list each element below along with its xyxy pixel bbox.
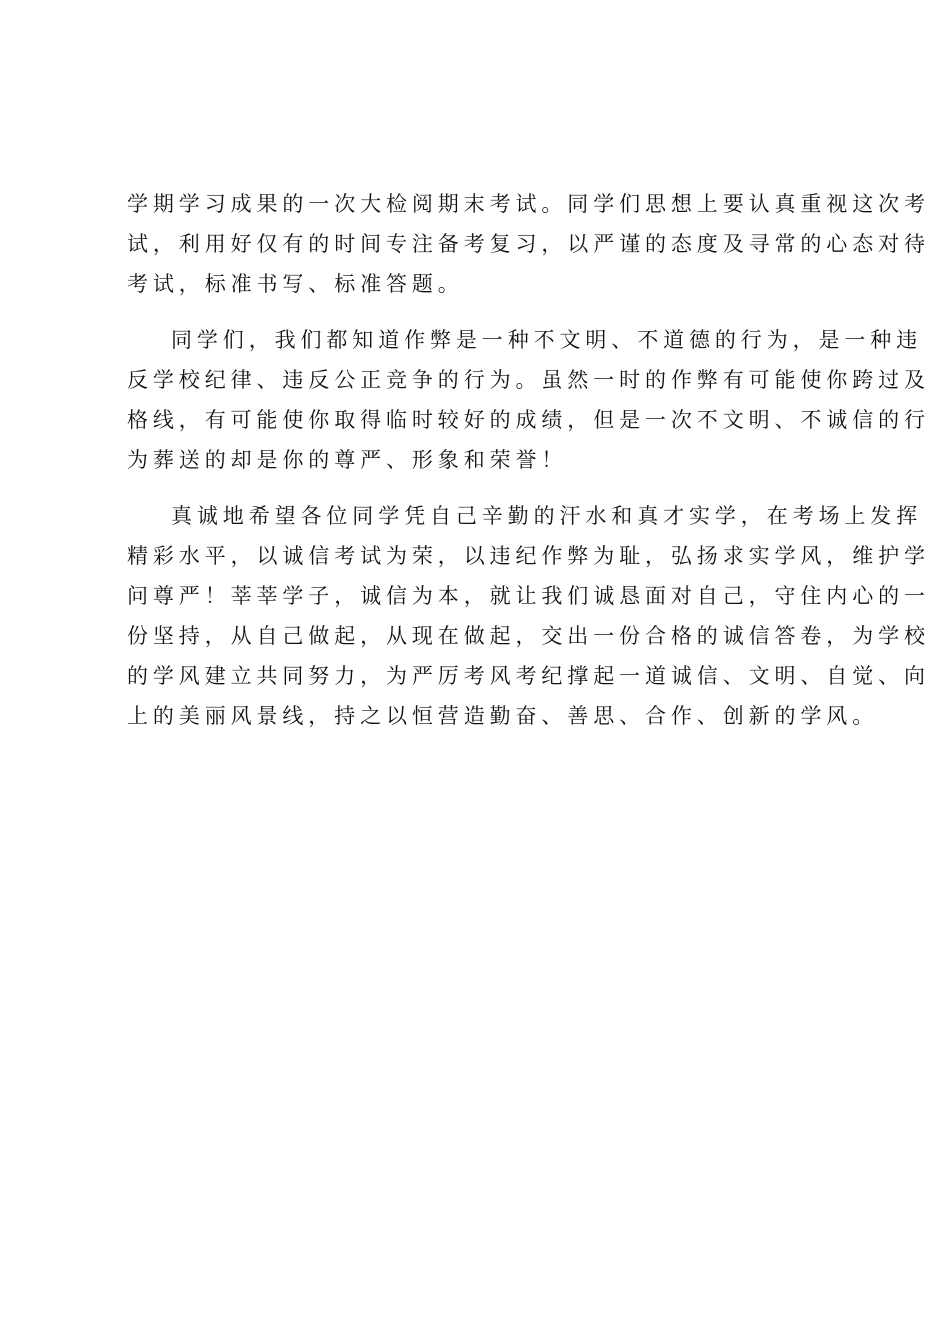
- text-line: 上的美丽风景线，持之以恒营造勤奋、善思、合作、创新的学风。: [127, 704, 879, 728]
- text-line: 学期学习成果的一次大检阅期末考试。同学们思想上要认真重视这次考: [127, 192, 930, 216]
- text-line: 精彩水平，以诚信考试为荣，以违纪作弊为耻，弘扬求实学风，维护学: [127, 544, 930, 568]
- text-line: 格线，有可能使你取得临时较好的成绩，但是一次不文明、不诚信的行: [127, 408, 930, 432]
- text-line: 同学们，我们都知道作弊是一种不文明、不道德的行为，是一种违: [171, 328, 923, 352]
- text-line: 份坚持，从自己做起，从现在做起，交出一份合格的诚信答卷，为学校: [127, 624, 930, 648]
- text-line: 真诚地希望各位同学凭自己辛勤的汗水和真才实学，在考场上发挥: [171, 504, 923, 528]
- paragraph-2: [127, 320, 930, 480]
- text-line: 试，利用好仅有的时间专注备考复习，以严谨的态度及寻常的心态对待: [127, 232, 930, 256]
- text-line: 问尊严！莘莘学子，诚信为本，就让我们诚恳面对自己，守住内心的一: [127, 584, 930, 608]
- text-line: 反学校纪律、违反公正竞争的行为。虽然一时的作弊有可能使你跨过及: [127, 368, 930, 392]
- paragraph-spacer: [127, 480, 831, 496]
- paragraph-1: [127, 184, 930, 304]
- text-line: 考试，标准书写、标准答题。: [127, 272, 464, 296]
- text-line: 的学风建立共同努力，为严厉考风考纪撑起一道诚信、文明、自觉、向: [127, 664, 930, 688]
- paragraph-spacer: [127, 304, 831, 320]
- document-body: [127, 184, 930, 736]
- text-line: 为葬送的却是你的尊严、形象和荣誉！: [127, 448, 568, 472]
- paragraph-3: [127, 496, 930, 736]
